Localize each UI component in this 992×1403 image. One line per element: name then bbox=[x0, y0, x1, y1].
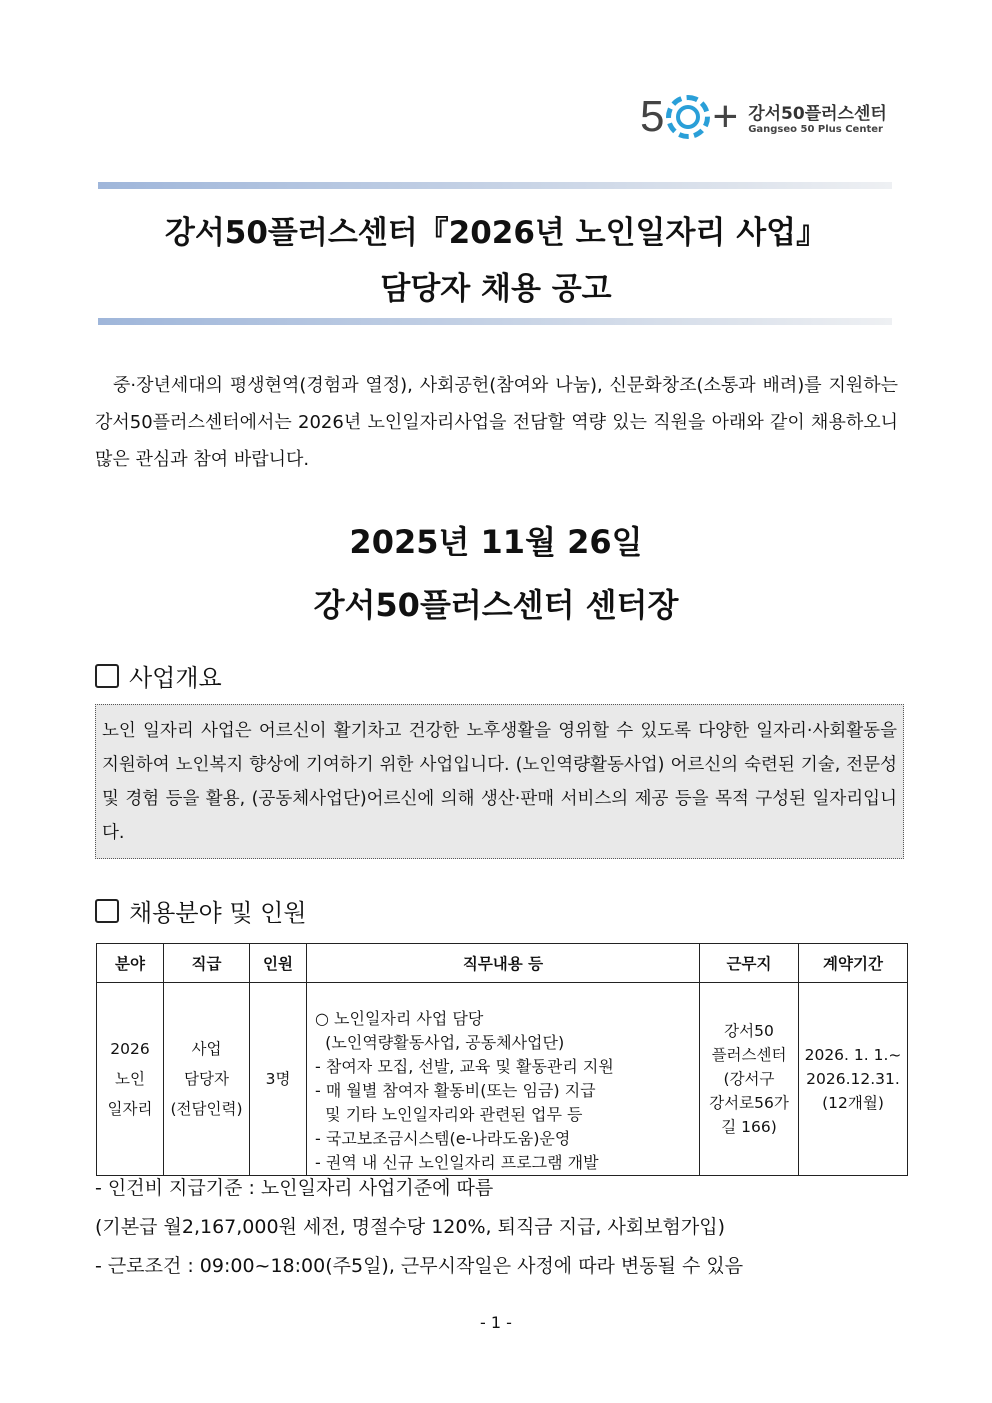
signer: 강서50플러스센터 센터장 bbox=[313, 586, 679, 624]
page-number: - 1 - bbox=[480, 1313, 512, 1332]
duties-cell: ○ 노인일자리 사업 담당 (노인역량활동사업, 공동체사업단) - 참여자 모집, 선발, 교육 및 활동관리 지원 - 매 월별 참여자 활동비(또는 임금) 지급 및 기타 노인일자리와 관련된 업무 등 - 국고보조금시스템(e-나라도움)운영 - 권역 내 신규 노인일자리 프로그램 개발 bbox=[307, 983, 700, 1176]
salary-note: - 인건비 지급기준 : 노인일자리 사업기준에 따름 bbox=[95, 1177, 494, 1199]
work-conditions: - 근로조건 : 09:00~18:00(주5일), 근무시작일은 사정에 따라 변동될 수 있음 bbox=[95, 1255, 744, 1277]
header-cell: 직무내용 등 bbox=[307, 944, 700, 983]
overview-box: 노인 일자리 사업은 어르신이 활기차고 건강한 노후생활을 영위할 수 있도록 다양한 일자리·사회활동을 지원하여 노인복지 향상에 기여하기 위한 사업입니다. (노인역량활동사업) 어르신의 숙련된 기술, 전문성 및 경험 등을 활용, (공동체사업단)어르신에 의해 생산·판매 서비스의 제공 등을 목적 구성된 일자리입니다. bbox=[95, 704, 904, 859]
checkbox-icon bbox=[95, 664, 119, 688]
section-heading-overview bbox=[95, 658, 222, 693]
title-bar-bottom bbox=[98, 318, 892, 325]
recruit-table bbox=[96, 943, 908, 1176]
intro-paragraph: 중·장년세대의 평생현역(경험과 열정), 사회공헌(참여와 나눔), 신문화창조(소통과 배려)를 지원하는 강서50플러스센터에서는 2026년 노인일자리사업을 전담할 역량 있는 직원을 아래와 같이 채용하오니 많은 관심과 참여 바랍니다. bbox=[95, 375, 898, 470]
section-title: 사업개요 bbox=[129, 664, 222, 692]
logo-five: 5 bbox=[640, 92, 665, 141]
section-title: 채용분야 및 인원 bbox=[129, 899, 307, 927]
section-heading-recruit bbox=[95, 893, 307, 928]
header-cell: 근무지 bbox=[700, 944, 799, 983]
header-cell: 계약기간 bbox=[799, 944, 908, 983]
field-cell: 2026 노인 일자리 bbox=[97, 983, 164, 1176]
logo-ring-icon bbox=[666, 95, 710, 139]
rank-cell: 사업 담당자 (전담인력) bbox=[164, 983, 250, 1176]
logo bbox=[640, 92, 887, 142]
title-line2: 담당자 채용 공고 bbox=[380, 271, 612, 307]
header-cell: 인원 bbox=[250, 944, 307, 983]
count-cell: 3명 bbox=[250, 983, 307, 1176]
table-row bbox=[97, 983, 908, 1176]
logo-korean: 강서50플러스센터 bbox=[748, 104, 887, 124]
period-cell: 2026. 1. 1.~ 2026.12.31. (12개월) bbox=[799, 983, 908, 1176]
header-cell: 분야 bbox=[97, 944, 164, 983]
title-line1: 강서50플러스센터『2026년 노인일자리 사업』 bbox=[164, 215, 828, 251]
header-cell: 직급 bbox=[164, 944, 250, 983]
table-header-row bbox=[97, 944, 908, 983]
checkbox-icon bbox=[95, 899, 119, 923]
title-bar-top bbox=[98, 182, 892, 189]
place-cell: 강서50 플러스센터 (강서구 강서로56가 길 166) bbox=[700, 983, 799, 1176]
logo-english: Gangseo 50 Plus Center bbox=[748, 124, 883, 135]
salary-detail: (기본급 월2,167,000원 세전, 명절수당 120%, 퇴직금 지급, 사회보험가입) bbox=[95, 1216, 726, 1238]
notice-date: 2025년 11월 26일 bbox=[349, 523, 643, 561]
logo-plus: + bbox=[712, 92, 739, 141]
